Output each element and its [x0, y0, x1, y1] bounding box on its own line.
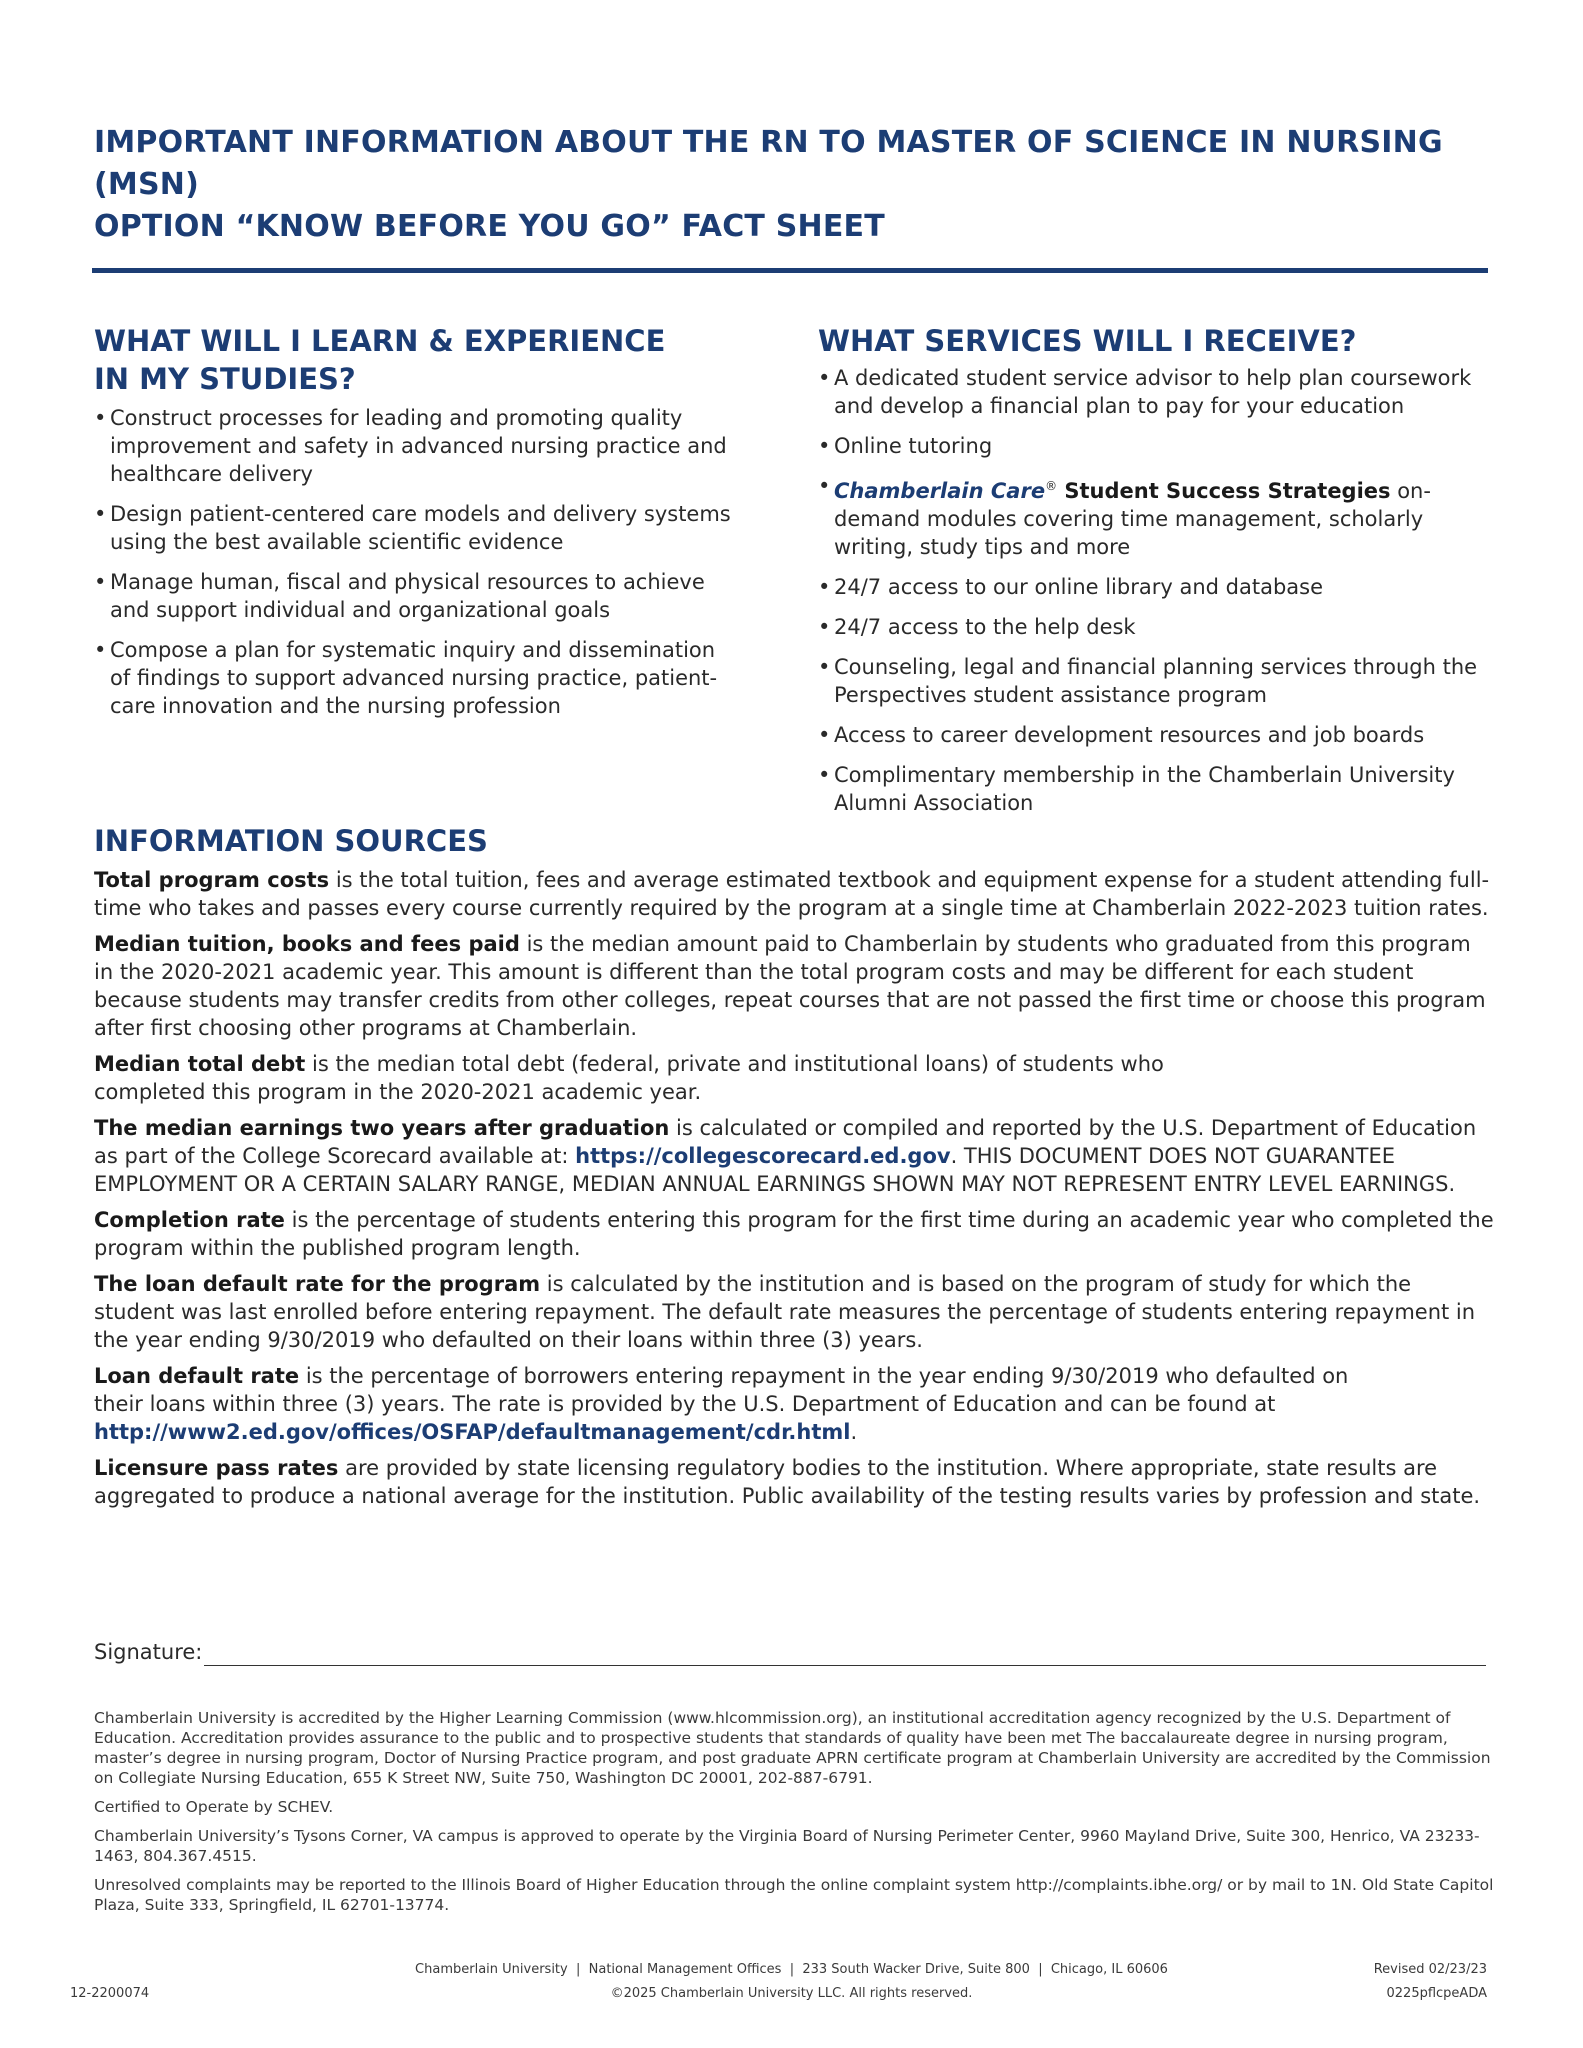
list-item: • Online tutoring [818, 432, 1498, 460]
list-item: • 24/7 access to our online library and database [818, 573, 1498, 601]
term-definition: is calculated or compiled and reported by the U.S. Department of Education as part of the College Scorecard available at: [94, 1116, 1477, 1168]
source-median-debt [94, 1050, 1274, 1106]
chamberlain-care-brand: Chamberlain Care [834, 479, 1046, 503]
source-median-earnings [94, 1114, 1494, 1198]
registered-mark: ® [1045, 479, 1058, 493]
source-program-loan-default [94, 1270, 1494, 1354]
term-definition: is the median total debt (federal, private and institutional loans) of students who completed this program in the 2020-2021 academic year. [94, 1052, 1164, 1104]
term-label: Licensure pass rates [94, 1456, 339, 1480]
list-item: • 24/7 access to the help desk [818, 613, 1498, 641]
list-item: • Construct processes for leading and promoting quality improvement and safety in advanced nursing practice and healthcare delivery [94, 404, 734, 488]
term-definition: are provided by state licensing regulatory bodies to the institution. Where appropriate, state results are aggregated to produce a national average for the institution. Public availability of the testing results varies by profession and state. [94, 1456, 1481, 1508]
information-sources-section [94, 822, 1494, 1518]
fine-print-paragraph: Unresolved complaints may be reported to the Illinois Board of Higher Education through the online complaint system http://complaints.ibhe.org/ or by mail to 1N. Old State Capitol Plaza, Suite 333, Springfield, IL 62701-13774. [94, 1876, 1494, 1914]
header-divider [92, 268, 1488, 273]
signature-label: Signature: [94, 1640, 203, 1664]
learn-list [94, 404, 734, 720]
list-item: • Access to career development resources and job boards [818, 721, 1498, 749]
term-definition-continued: . THIS DOCUMENT DOES NOT GUARANTEE EMPLOYMENT OR A CERTAIN SALARY RANGE, MEDIAN ANNUAL EARNINGS SHOWN MAY NOT REPRESENT ENTRY LEVEL EARNINGS. [94, 1144, 1456, 1196]
footer-revised-date: Revised 02/23/23 [1373, 1962, 1487, 1977]
term-definition: is the percentage of students entering this program for the first time during an academic year who completed the program within the published program length. [94, 1208, 1494, 1260]
accreditation-fine-print [94, 1708, 1494, 1924]
title-line-2: OPTION “KNOW BEFORE YOU GO” FACT SHEET [94, 209, 885, 244]
learn-heading [94, 322, 734, 398]
list-item: • Compose a plan for systematic inquiry and dissemination of findings to support advanced nursing practice, patient-care innovation and the nursing profession [94, 636, 734, 720]
term-label: Median total debt [94, 1052, 306, 1076]
footer-copyright: ©2025 Chamberlain University LLC. All rights reserved. [610, 1986, 973, 2001]
term-label: Completion rate [94, 1208, 285, 1232]
fine-print-paragraph: Chamberlain University is accredited by the Higher Learning Commission (www.hlcommission.org), an institutional accreditation agency recognized by the U.S. Department of Education. Accreditation provides assurance to the public and to prospective students that standards of quality have been met The baccalaureate degree in nursing program, master’s degree in nursing program, Doctor of Nursing Practice program, and post graduate APRN certificate program at Chamberlain University are accredited by the Commission on Collegiate Nursing Education, 655 K Street NW, Suite 750, Washington DC 20001, 202-887-6791. [94, 1709, 1491, 1787]
term-label: Median tuition, books and fees paid [94, 932, 520, 956]
list-item: • Counseling, legal and financial planning services through the Perspectives student assistance program [818, 653, 1498, 709]
list-item: • Complimentary membership in the Chamberlain University Alumni Association [818, 761, 1498, 817]
term-label: The loan default rate for the program [94, 1272, 541, 1296]
source-median-tuition [94, 930, 1494, 1042]
term-definition: is calculated by the institution and is based on the program of study for which the student was last enrolled before entering repayment. The default rate measures the percentage of students entering repayment in the year ending 9/30/2019 who defaulted on their loans within three (3) years. [94, 1272, 1476, 1352]
list-item: • A dedicated student service advisor to help plan coursework and develop a financial plan to pay for your education [818, 364, 1498, 420]
college-scorecard-link[interactable]: https://collegescorecard.ed.gov [575, 1144, 951, 1168]
footer-doc-code: 0225pflcpeADA [1386, 1986, 1487, 2001]
term-definition-end: . [850, 1420, 858, 1444]
success-strategies-label: Student Success Strategies [1057, 479, 1391, 503]
term-label: The median earnings two years after graduation [94, 1116, 670, 1140]
term-definition: is the total tuition, fees and average estimated textbook and equipment expense for a student attending full-time who takes and passes every course currently required by the program at a single time at Chamberlain 2022-2023 tuition rates. [94, 868, 1490, 920]
information-sources-heading: INFORMATION SOURCES [94, 824, 488, 858]
footer-form-number: 12-2200074 [70, 1986, 150, 2001]
page-title [94, 122, 1494, 248]
term-label: Loan default rate [94, 1364, 300, 1388]
term-label: Total program costs [94, 868, 330, 892]
source-completion-rate [94, 1206, 1494, 1262]
services-list [818, 364, 1498, 817]
fine-print-paragraph: Certified to Operate by SCHEV. [94, 1798, 334, 1816]
list-item [818, 472, 1498, 561]
learn-section [94, 322, 734, 732]
default-management-link[interactable]: http://www2.ed.gov/offices/OSFAP/defaultmanagement/cdr.html [94, 1420, 851, 1444]
source-total-program-costs [94, 866, 1494, 922]
list-item: • Manage human, fiscal and physical resources to achieve and support individual and organizational goals [94, 568, 734, 624]
title-line-1: IMPORTANT INFORMATION ABOUT THE RN TO MASTER OF SCIENCE IN NURSING (MSN) [94, 125, 1443, 202]
footer-address: Chamberlain University | National Management Offices | 233 South Wacker Drive, Suite 800 | Chicago, IL 60606 [415, 1962, 1168, 1977]
term-definition: is the median amount paid to Chamberlain by students who graduated from this program in the 2020-2021 academic year. This amount is different than the total program costs and may be different for each student because students may transfer credits from other colleges, repeat courses that are not passed the first time or choose this program after first choosing other programs at Chamberlain. [94, 932, 1486, 1040]
source-loan-default-rate [94, 1362, 1374, 1446]
list-item: • Design patient-centered care models and delivery systems using the best available scientific evidence [94, 500, 734, 556]
services-heading: WHAT SERVICES WILL I RECEIVE? [818, 324, 1357, 358]
success-strategies-text: on-demand modules covering time management, scholarly writing, study tips and more [834, 479, 1431, 559]
learn-heading-line-1: WHAT WILL I LEARN & EXPERIENCE [94, 324, 666, 358]
term-definition: is the percentage of borrowers entering repayment in the year ending 9/30/2019 who defaulted on their loans within three (3) years. The rate is provided by the U.S. Department of Education and can be found at [94, 1364, 1349, 1416]
learn-heading-line-2: IN MY STUDIES? [94, 362, 356, 396]
source-licensure-pass-rates [94, 1454, 1494, 1510]
fine-print-paragraph: Chamberlain University’s Tysons Corner, VA campus is approved to operate by the Virginia Board of Nursing Perimeter Center, 9960 Mayland Drive, Suite 300, Henrico, VA 23233-1463, 804.367.4515. [94, 1827, 1480, 1865]
signature-line[interactable] [204, 1643, 1486, 1666]
services-section [818, 322, 1498, 829]
signature-row [94, 1638, 1486, 1666]
